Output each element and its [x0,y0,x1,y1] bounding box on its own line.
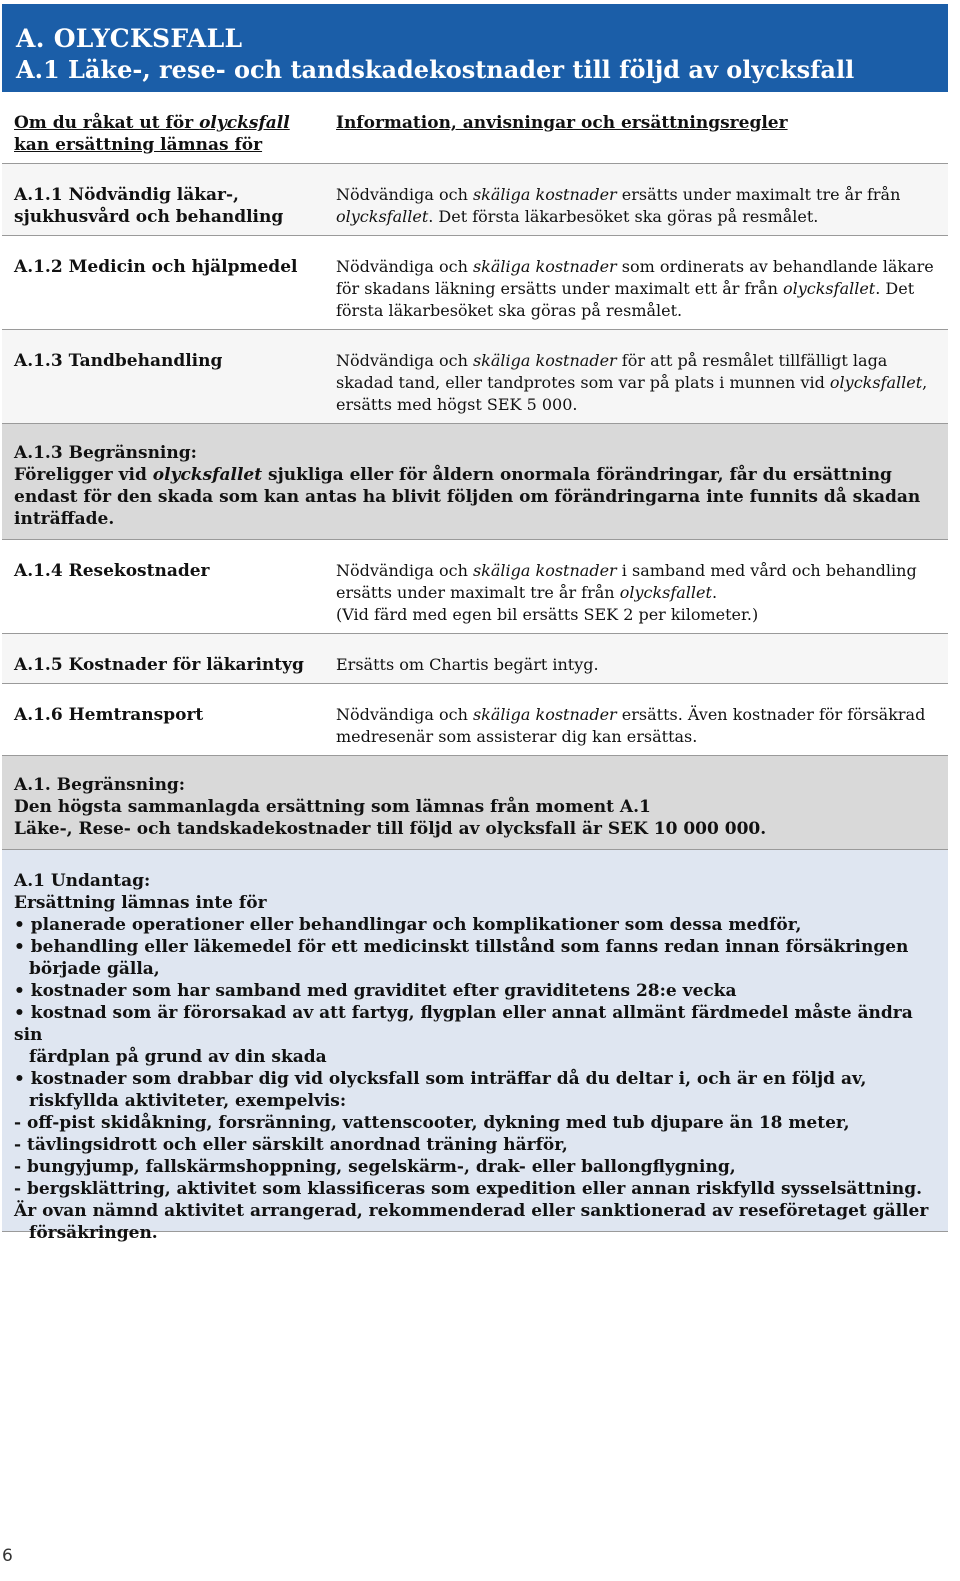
table-row [2,634,948,684]
table-row [2,540,948,634]
list-item: • kostnader som har samband med graviditet efter graviditetens 28:e vecka [14,981,737,1001]
row-text: Ersätts om Chartis begärt intyg. [336,655,599,674]
italic-term: skäliga kostnader [472,257,617,276]
section-header [2,4,948,92]
row-text [336,704,948,755]
text-span: i samband med vård och behandling ersätts under maximalt tre år från [336,561,917,602]
exceptions-title: A.1 Undantag: [14,871,151,891]
list-item: - bergsklättring, aktivitet som klassificeras som expedition eller annan riskfylld sysselsättning. [14,1179,923,1199]
limitation-box [2,424,948,540]
text-span: Nödvändiga och [336,561,473,580]
list-item: • kostnader som drabbar dig vid olycksfall som inträffar då du deltar i, och är en följd av, [14,1069,867,1089]
limitation-title: A.1.3 Begränsning: [14,443,197,463]
exceptions-footer: Är ovan nämnd aktivitet arrangerad, rekommenderad eller sanktionerad av reseföretaget gäller [14,1201,929,1221]
table-row [2,330,948,424]
list-item: - off-pist skidåkning, forsränning, vattenscooter, dykning med tub djupare än 18 meter, [14,1113,850,1133]
text-span: . Det första läkarbesöket ska göras på resmålet. [336,279,915,320]
text-span: sjukliga eller för åldern onormala förändringar, får du ersättning endast för den skada som kan antas ha blivit följden om förändringarna inte funnits då skadan inträffade. [14,465,921,529]
row-label: A.1.3 Tandbehandling [14,351,223,371]
text-span: Nödvändiga och [336,185,473,204]
text-span: för att på resmålet tillfälligt laga skadad tand, eller tandprotes som var på plats i munnen vid [336,351,888,392]
list-item: • behandling eller läkemedel för ett medicinskt tillstånd som fanns redan innan försäkringen [14,937,909,957]
text-span: Nödvändiga och [336,705,473,724]
section-subtitle: A.1 Läke-, rese- och tandskadekostnader till följd av olycksfall [16,55,855,84]
text-span: (Vid färd med egen bil ersätts SEK 2 per kilometer.) [336,605,759,624]
italic-term: skäliga kostnader [472,705,617,724]
row-text [336,350,948,423]
section-title: A. OLYCKSFALL [16,24,243,53]
header-left-text: Om du råkat ut för [14,113,200,133]
row-text [336,560,948,633]
table-header-right [336,112,948,163]
list-item-cont: riskfyllda aktiviteter, exempelvis: [29,1091,347,1111]
exceptions-intro: Ersättning lämnas inte för [14,893,267,913]
limitation-text [14,464,936,530]
text-span: Föreligger vid [14,465,153,485]
list-item: • kostnad som är förorsakad av att fartyg, flygplan eller annat allmänt färdmedel måste ändra sin [14,1003,913,1045]
row-label: A.1.1 Nödvändig läkar-, sjukhusvård och behandling [14,185,284,227]
page-number: 6 [2,1546,13,1566]
italic-term: olycksfallet [782,279,876,298]
limitation-line: Den högsta sammanlagda ersättning som lämnas från moment A.1 [14,797,651,817]
row-label: A.1.4 Resekostnader [14,561,210,581]
text-span: . [711,583,718,602]
row-label: A.1.2 Medicin och hjälpmedel [14,257,298,277]
text-span: som ordinerats av behandlande läkare för skadans läkning ersätts under maximalt ett år från [336,257,934,298]
italic-term: skäliga kostnader [472,185,617,204]
row-label: A.1.6 Hemtransport [14,705,204,725]
table-row [2,236,948,330]
table-header-row [2,92,948,164]
document-page [2,4,948,1243]
list-item: - tävlingsidrott och eller särskilt anordnad träning härför, [14,1135,568,1155]
table-row [2,164,948,236]
table-header-left [2,112,336,163]
italic-term: olycksfallet [829,373,923,392]
limitation-title: A.1. Begränsning: [14,775,186,795]
text-span: Nödvändiga och [336,351,473,370]
row-label: A.1.5 Kostnader för läkarintyg [14,655,304,675]
list-item: • planerade operationer eller behandlingar och komplikationer som dessa medför, [14,915,802,935]
text-span: Nödvändiga och [336,257,473,276]
text-span: , ersätts med högst SEK 5 000. [336,373,928,414]
header-left-em: olycksfall [199,113,290,133]
italic-term: olycksfallet [152,465,263,485]
row-text [336,184,948,235]
text-span: ersätts. Även kostnader för försäkrad medresenär som assisterar dig kan ersättas. [336,705,926,746]
italic-term: olycksfallet [619,583,712,602]
list-item: - bungyjump, fallskärmshoppning, segelskärm-, drak- eller ballongflygning, [14,1157,736,1177]
header-right-text: Information, anvisningar och ersättningsregler [336,113,788,133]
limitation-line: Läke-, Rese- och tandskadekostnader till följd av olycksfall är SEK 10 000 000. [14,819,767,839]
italic-term: skäliga kostnader [472,351,617,370]
list-item-cont: färdplan på grund av din skada [29,1047,327,1067]
header-left-text-2: kan ersättning lämnas för [14,135,263,155]
text-span: . Det första läkarbesöket ska göras på resmålet. [428,207,819,226]
limitation-box [2,756,948,850]
table-row [2,684,948,756]
text-span: ersätts under maximalt tre år från [616,185,901,204]
row-text [336,256,948,329]
list-item-cont: började gälla, [29,959,160,979]
exceptions-footer-cont: försäkringen. [29,1223,158,1243]
italic-term: skäliga kostnader [472,561,617,580]
italic-term: olycksfallet [336,207,429,226]
exceptions-box [2,850,948,1243]
